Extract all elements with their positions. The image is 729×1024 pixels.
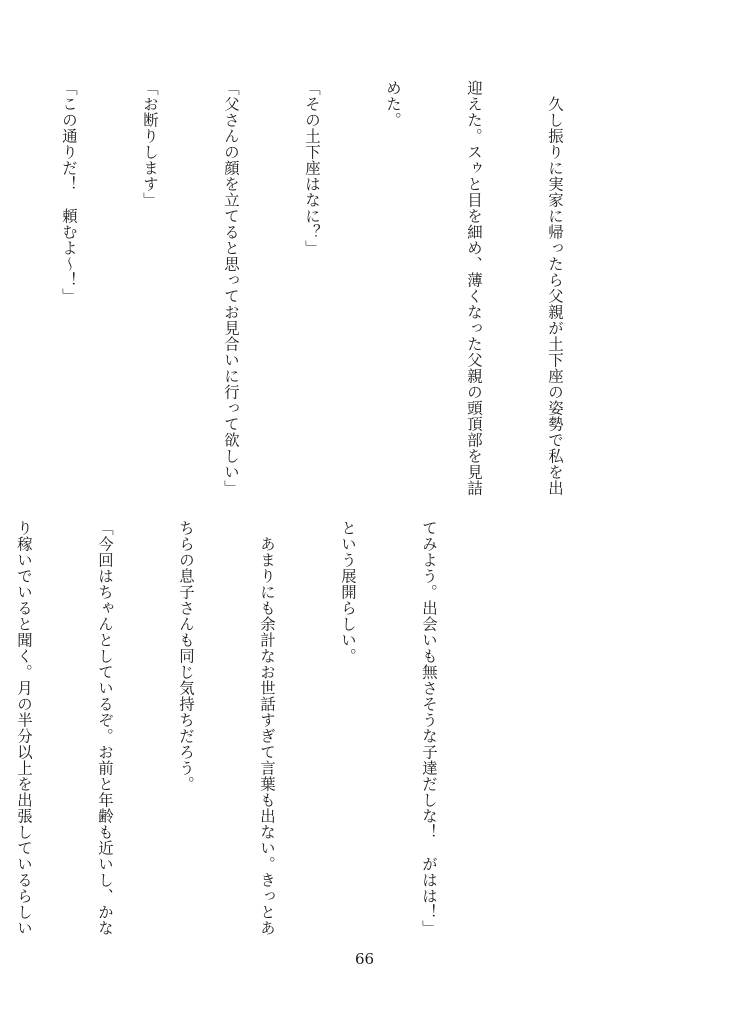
text-line: てみよう。出会いも無さそうな子達だしな！ がはは！」	[420, 520, 438, 936]
page-number: 66	[354, 950, 375, 968]
text-line: 「今回はちゃんとしているぞ。お前と年齢も近いし、かな	[96, 520, 114, 936]
text-line: めた。	[384, 80, 402, 128]
upper-text-block	[0, 80, 622, 500]
text-line: り稼いでいると聞く。月の半分以上を出張しているらしい	[15, 520, 33, 936]
text-line: 「その土下座はなに？」	[303, 80, 321, 256]
text-line: あまりにも余計なお世話すぎて言葉も出ない。きっとあ	[258, 520, 276, 936]
lower-text-block	[0, 520, 496, 940]
text-line: 「お断りします」	[141, 80, 159, 208]
text-line: 「この通りだ！ 頼むよ～！」	[60, 80, 78, 304]
text-line: という展開らしい。	[339, 520, 357, 664]
text-line	[0, 80, 1, 500]
text-line: 迎えた。スゥと目を細め、薄くなった父親の頭頂部を見詰	[465, 80, 483, 496]
text-line: ちらの息子さんも同じ気持ちだろう。	[177, 520, 195, 792]
text-line: 久し振りに実家に帰ったら父親が土下座の姿勢で私を出	[546, 80, 564, 496]
text-line: 「父さんの顔を立てると思ってお見合いに行って欲しい」	[222, 80, 240, 496]
